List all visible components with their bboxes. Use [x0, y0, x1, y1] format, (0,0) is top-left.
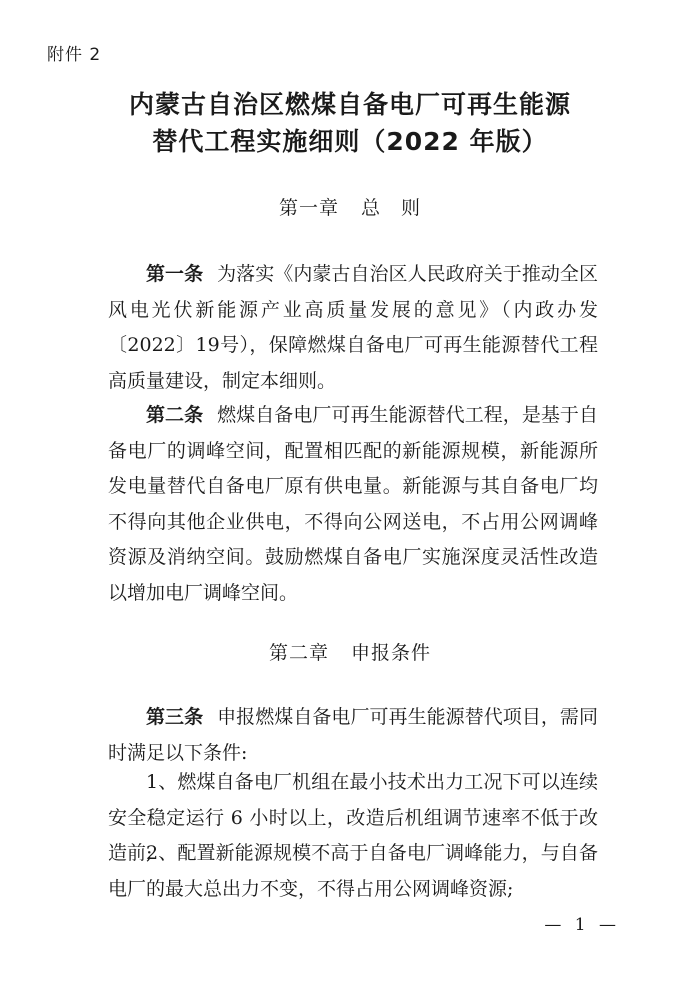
- article-3-text: 申报燃煤自备电厂可再生能源替代项目，需同时满足以下条件:: [108, 706, 598, 764]
- chapter-2-name: 申报条件: [351, 642, 432, 664]
- article-2-text: 燃煤自备电厂可再生能源替代工程，是基于自备电厂的调峰空间，配置相匹配的新能源规模，新能源所发电量替代自备电厂原有供电量。新能源与其自备电厂均不得向其他企业供电，不得向公网送电，不占用公网调峰资源及消纳空间。鼓励燃煤自备电厂实施深度灵活性改造以增加电厂调峰空间。: [108, 404, 598, 604]
- article-3: [108, 700, 598, 771]
- article-3-label: 第三条: [146, 706, 204, 728]
- condition-2: 2、配置新能源规模不高于自备电厂调峰能力，与自备电厂的最大总出力不变，不得占用公网调峰资源;: [108, 842, 598, 900]
- article-2-label: 第二条: [146, 404, 204, 426]
- attachment-label: 附件 2: [47, 45, 102, 65]
- chapter-2-number: 第二章: [268, 642, 329, 664]
- article-2: [108, 398, 598, 611]
- chapter-1-heading: [0, 193, 700, 220]
- condition-1: 1、燃煤自备电厂机组在最小技术出力工况下可以连续安全稳定运行 6 小时以上，改造后机组调节速率不低于改造前;: [108, 771, 598, 864]
- chapter-1-name: 总 则: [361, 197, 422, 219]
- page-number: — 1 —: [544, 915, 620, 935]
- article-1: [108, 257, 598, 399]
- article-1-text: 为落实《内蒙古自治区人民政府关于推动全区风电光伏新能源产业高质量发展的意见》（内政办发〔2022〕19号），保障燃煤自备电厂可再生能源替代工程高质量建设，制定本细则。: [108, 263, 598, 392]
- document-title-line-2: 替代工程实施细则（2022 年版）: [152, 127, 548, 156]
- document-title-line-1: 内蒙古自治区燃煤自备电厂可再生能源: [128, 90, 571, 119]
- article-1-label: 第一条: [146, 263, 204, 285]
- chapter-2-heading: [0, 638, 700, 665]
- chapter-1-number: 第一章: [278, 197, 339, 219]
